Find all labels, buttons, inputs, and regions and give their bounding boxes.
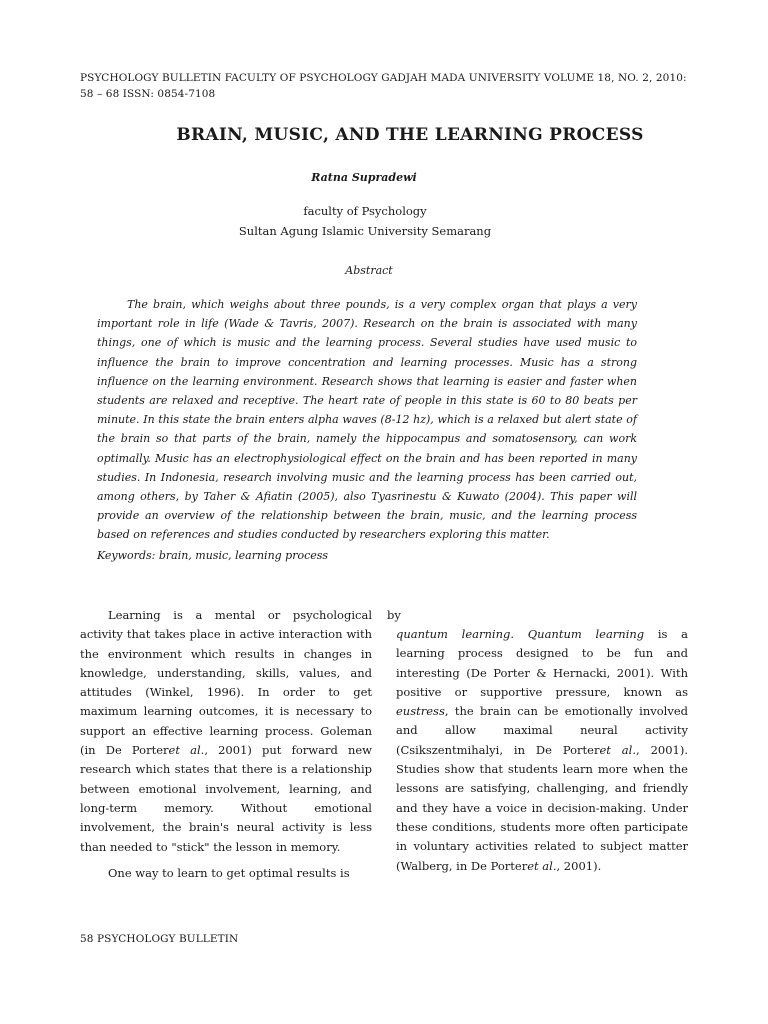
text-run: , 2001) put forward new research which states that there is a relationship between emotional involvement, learning, and long-term memory. Without emotional involvement, the brain's neural activity is less than needed to "stick" the lesson in memory. [80, 743, 373, 854]
text-run: , 2001). Studies show that students learn more when the lessons are satisfying, challenging, and friendly and they have a voice in decision-making. Under these conditions, students more often participate in voluntary activities related to subject matter (Walberg, in De Porter [396, 742, 688, 873]
text-run: Learning is a mental or psychological activity that takes place in active interaction with the environment which results in changes in knowledge, understanding, skills, values, and attitudes (Winkel, 1996). In order to get maximum learning outcomes, it is necessary to support an effective learning process. Goleman (in De Porter [80, 608, 372, 758]
body-paragraph [80, 606, 372, 857]
journal-header: PSYCHOLOGY BULLETIN FACULTY OF PSYCHOLOGY GADJAH MADA UNIVERSITY VOLUME 18, NO. 2, 2010: 58 – 68 ISSN: 0854-7108 [80, 72, 687, 100]
citation-etal: et al. [527, 858, 557, 873]
citation-etal: et al. [168, 743, 205, 758]
citation-etal: et al. [599, 742, 637, 757]
abstract-text: The brain, which weighs about three pounds, is a very complex organ that plays a very important role in life (Wade & Tavris, 2007). Research on the brain is associated with many things, one of which is music and the learning process. Several studies have used music to influence the brain to improve concentration and learning processes. Music has a strong influence on the learning environment. Research shows that learning is easier and faster when students are relaxed and receptive. The heart rate of people in this state is 60 to 80 beats per minute. In this state the brain enters alpha waves (8-12 hz), which is a relaxed but alert state of the brain so that parts of the brain, namely the hippocampus and somatosensory, can work optimally. Music has an electrophysiological effect on the brain and has been reported in many studies. In Indonesia, research involving music and the learning process has been carried out, among others, by Taher & Afiatin (2005), also Tyasrinestu & Kuwato (2004). This paper will provide an overview of the relationship between the brain, music, and the learning process based on references and studies conducted by researchers exploring this matter. [97, 298, 637, 542]
affiliation-university: Sultan Agung Islamic University Semarang [238, 224, 492, 238]
text-run: is a learning process designed to be fun and interesting (De Porter & Hernacki, 2001). With positive or supportive pressure, known as [396, 627, 689, 699]
author-name: Ratna Supradewi [311, 171, 417, 184]
term-quantum-learning: quantum learning [396, 627, 511, 641]
keywords: Keywords: brain, music, learning process [97, 549, 329, 562]
text-run: , the brain can be emotionally involved and allow maximal neural activity (Csikszentmihalyi, in De Porter [396, 704, 688, 757]
body-paragraph: One way to learn to get optimal results is [108, 865, 350, 880]
affiliation-faculty: faculty of Psychology [303, 204, 427, 218]
affiliation [200, 201, 530, 241]
page-footer: 58 PSYCHOLOGY BULLETIN [80, 933, 239, 945]
text-run: , 2001). [556, 858, 602, 873]
body-left-column [80, 606, 372, 883]
abstract-heading: Abstract [345, 264, 393, 277]
body-right-column [387, 606, 689, 876]
paper-title: BRAIN, MUSIC, AND THE LEARNING PROCESS [176, 125, 644, 145]
term-quantum-learning: Quantum learning [527, 627, 645, 641]
term-eustress: eustress [396, 704, 445, 719]
continuation-word: by [387, 608, 401, 622]
body-paragraph: quantum learning. Quantum learning is a learning process designed to be fun and interesting (De Porter & Hernacki, 2001). With positive or supportive pressure, known as eustress, the brain can be emotionally involved and allow maximal neural activity (Csikszentmihalyi, in De Porteret al., 2001). Studies show that students learn more when the lessons are satisfying, challenging, and friendly and they have a voice in decision-making. Under these conditions, students more often participate in voluntary activities related to subject matter (Walberg, in De Porteret al., 2001). [396, 627, 689, 873]
